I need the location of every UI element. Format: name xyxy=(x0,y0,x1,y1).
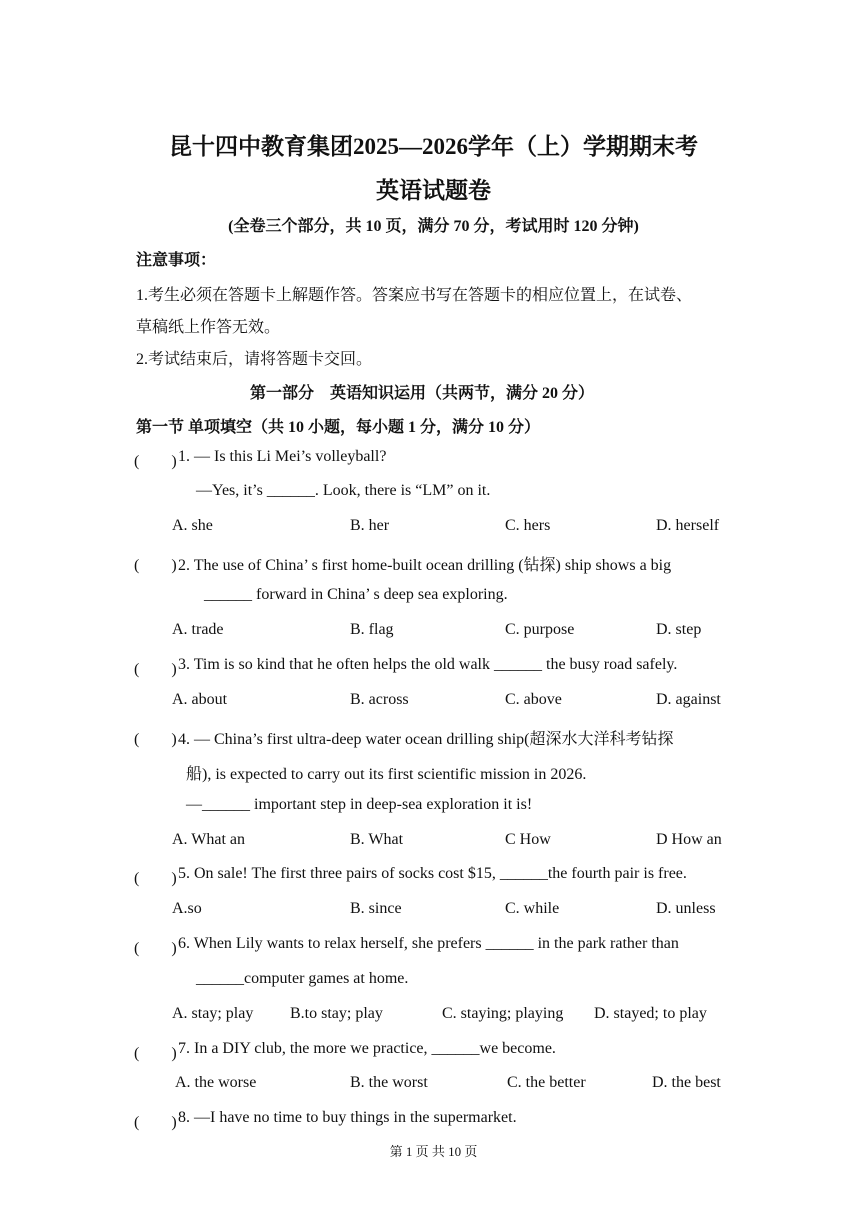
option-a: A. stay; play xyxy=(172,1005,254,1022)
part1-heading: 第一部分 英语知识运用（共两节，满分 20 分） xyxy=(250,385,595,402)
option-b: B. What xyxy=(350,831,404,848)
option-b: B. since xyxy=(350,900,402,917)
option-c: C. purpose xyxy=(505,621,575,638)
question-text: ______computer games at home. xyxy=(196,970,409,987)
option-c: C. while xyxy=(505,900,560,917)
option-c: C. hers xyxy=(505,517,551,534)
answer-paren: ( ) xyxy=(134,940,177,957)
answer-paren: ( ) xyxy=(134,661,177,678)
notes-heading: 注意事项： xyxy=(136,252,217,269)
option-c: C. staying; playing xyxy=(442,1005,564,1022)
option-d: D. the best xyxy=(652,1074,721,1091)
notes-line-2: 2.考试结束后，请将答题卡交回。 xyxy=(136,351,373,368)
option-a: A. about xyxy=(172,691,228,708)
answer-paren: ( ) xyxy=(134,870,177,887)
option-d: D. against xyxy=(656,691,721,708)
option-b: B. her xyxy=(350,517,390,534)
question-text: 1. — Is this Li Mei’s volleyball? xyxy=(178,448,387,465)
option-b: B. the worst xyxy=(350,1074,428,1091)
question-text: 6. When Lily wants to relax herself, she prefers ______ in the park rather than xyxy=(178,935,679,952)
option-c: C How xyxy=(505,831,551,848)
answer-paren: ( ) xyxy=(134,557,177,574)
option-d: D. unless xyxy=(656,900,716,917)
notes-line-1a: 1.考生必须在答题卡上解题作答。答案应书写在答题卡的相应位置上，在试卷、 xyxy=(136,287,693,304)
option-a: A. trade xyxy=(172,621,224,638)
option-a: A. the worse xyxy=(175,1074,257,1091)
question-text: 3. Tim is so kind that he often helps the old walk ______ the busy road safely. xyxy=(178,656,678,673)
question-text: 7. In a DIY club, the more we practice, ______we become. xyxy=(178,1040,556,1057)
option-c: C. above xyxy=(505,691,562,708)
answer-paren: ( ) xyxy=(134,1045,177,1062)
option-d: D How an xyxy=(656,831,722,848)
question-text: 8. —I have no time to buy things in the supermarket. xyxy=(178,1109,517,1126)
option-b: B. across xyxy=(350,691,409,708)
option-d: D. step xyxy=(656,621,702,638)
notes-line-1b: 草稿纸上作答无效。 xyxy=(136,319,281,336)
option-b: B. flag xyxy=(350,621,394,638)
page-footer: 第 1 页 共 10 页 xyxy=(389,1144,478,1159)
section1-heading: 第一节 单项填空（共 10 小题，每小题 1 分，满分 10 分） xyxy=(136,419,541,436)
option-d: D. stayed; to play xyxy=(594,1005,707,1022)
exam-info: (全卷三个部分，共 10 页，满分 70 分，考试用时 120 分钟) xyxy=(228,218,639,235)
option-a: A. What an xyxy=(172,831,246,848)
question-text: —______ important step in deep-sea exploration it is! xyxy=(186,796,533,813)
option-a: A. she xyxy=(172,517,213,534)
option-a: A.so xyxy=(172,900,202,917)
question-text: 4. — China’s first ultra-deep water ocean drilling ship(超深水大洋科考钻探 xyxy=(178,731,674,748)
option-c: C. the better xyxy=(507,1074,586,1091)
option-b: B.to stay; play xyxy=(290,1005,383,1022)
exam-title: 昆十四中教育集团2025—2026学年（上）学期期末考 xyxy=(169,134,698,159)
option-d: D. herself xyxy=(656,517,720,534)
question-text: 2. The use of China’ s first home-built ocean drilling (钻探) ship shows a big xyxy=(178,557,672,574)
question-text: 5. On sale! The first three pairs of socks cost $15, ______the fourth pair is free. xyxy=(178,865,687,882)
exam-subtitle: 英语试题卷 xyxy=(376,178,491,203)
question-text: ______ forward in China’ s deep sea exploring. xyxy=(204,586,508,603)
question-text: —Yes, it’s ______. Look, there is “LM” on it. xyxy=(196,482,491,499)
answer-paren: ( ) xyxy=(134,1114,177,1131)
question-text: 船), is expected to carry out its first scientific mission in 2026. xyxy=(186,766,587,783)
answer-paren: ( ) xyxy=(134,453,177,470)
answer-paren: ( ) xyxy=(134,731,177,748)
